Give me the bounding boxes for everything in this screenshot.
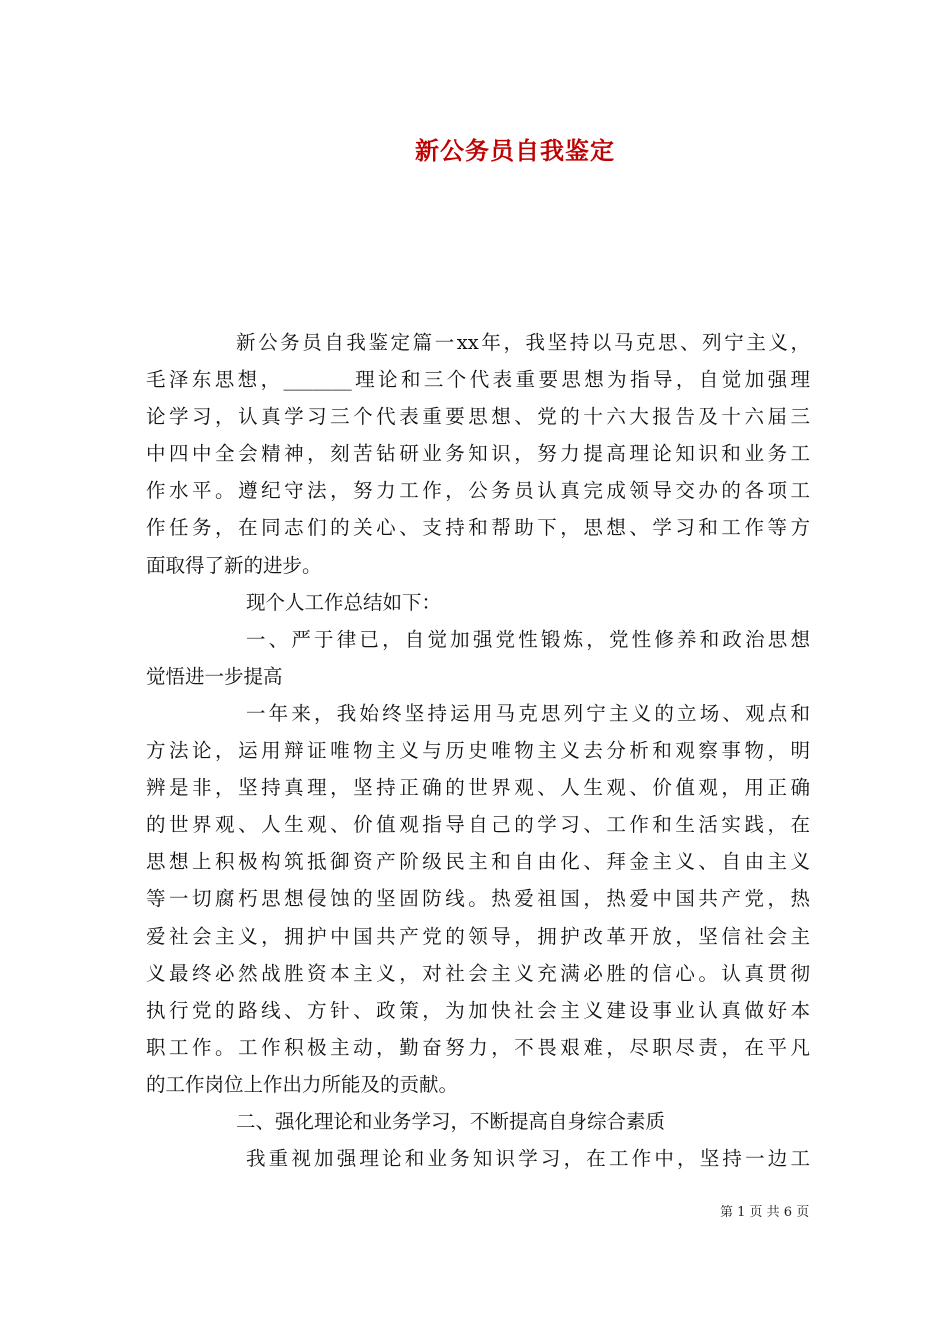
body-text-line: 作任务，在同志们的关心、支持和帮助下，思想、学习和工作等方	[146, 516, 810, 540]
body-text-line: 义最终必然战胜资本主义，对社会主义充满必胜的信心。认真贯彻	[146, 961, 810, 985]
body-text-line: 等一切腐朽思想侵蚀的坚固防线。热爱祖国，热爱中国共产党，热	[146, 887, 810, 911]
body-text-line: 的工作岗位上作出力所能及的贡献。	[146, 1072, 459, 1096]
body-text-line: 一年来，我始终坚持运用马克思列宁主义的立场、观点和	[246, 701, 810, 725]
body-text-line: 觉悟进一步提高	[146, 664, 283, 688]
body-text-line: 现个人工作总结如下：	[246, 590, 442, 614]
body-text-line: 思想上积极构筑抵御资产阶级民主和自由化、拜金主义、自由主义	[146, 850, 810, 874]
body-text-line: 论学习，认真学习三个代表重要思想、党的十六大报告及十六届三	[146, 405, 810, 429]
body-text-line: 中四中全会精神，刻苦钻研业务知识，努力提高理论知识和业务工	[146, 442, 810, 466]
body-text-line: 的世界观、人生观、价值观指导自己的学习、工作和生活实践，在	[146, 813, 810, 837]
body-text-line: 作水平。遵纪守法，努力工作，公务员认真完成领导交办的各项工	[146, 479, 810, 503]
body-text-line: 我重视加强理论和业务知识学习，在工作中，坚持一边工	[246, 1147, 810, 1171]
body-text-line: 一、严于律已，自觉加强党性锻炼，党性修养和政治思想	[246, 627, 810, 651]
body-text-line: 爱社会主义，拥护中国共产党的领导，拥护改革开放，坚信社会主	[146, 924, 810, 948]
body-text-line: 辨是非，坚持真理，坚持正确的世界观、人生观、价值观，用正确	[146, 776, 810, 800]
body-text-line: 执行党的路线、方针、政策，为加快社会主义建设事业认真做好本	[146, 998, 810, 1022]
body-text-line: 面取得了新的进步。	[146, 553, 322, 577]
document-title: 新公务员自我鉴定	[415, 136, 615, 165]
document-body	[146, 324, 810, 1177]
body-text-line: 毛泽东思想，_______理论和三个代表重要思想为指导，自觉加强理	[146, 368, 810, 392]
page-number-footer: 第 1 页 共 6 页	[720, 1205, 810, 1220]
body-text-line: 职工作。工作积极主动，勤奋努力，不畏艰难，尽职尽责，在平凡	[146, 1035, 810, 1059]
body-text-line: 新公务员自我鉴定篇一xx年，我坚持以马克思、列宁主义，	[236, 331, 810, 354]
body-text-line: 方法论，运用辩证唯物主义与历史唯物主义去分析和观察事物，明	[146, 739, 810, 763]
body-text-line: 二、强化理论和业务学习，不断提高自身综合素质	[236, 1109, 666, 1133]
